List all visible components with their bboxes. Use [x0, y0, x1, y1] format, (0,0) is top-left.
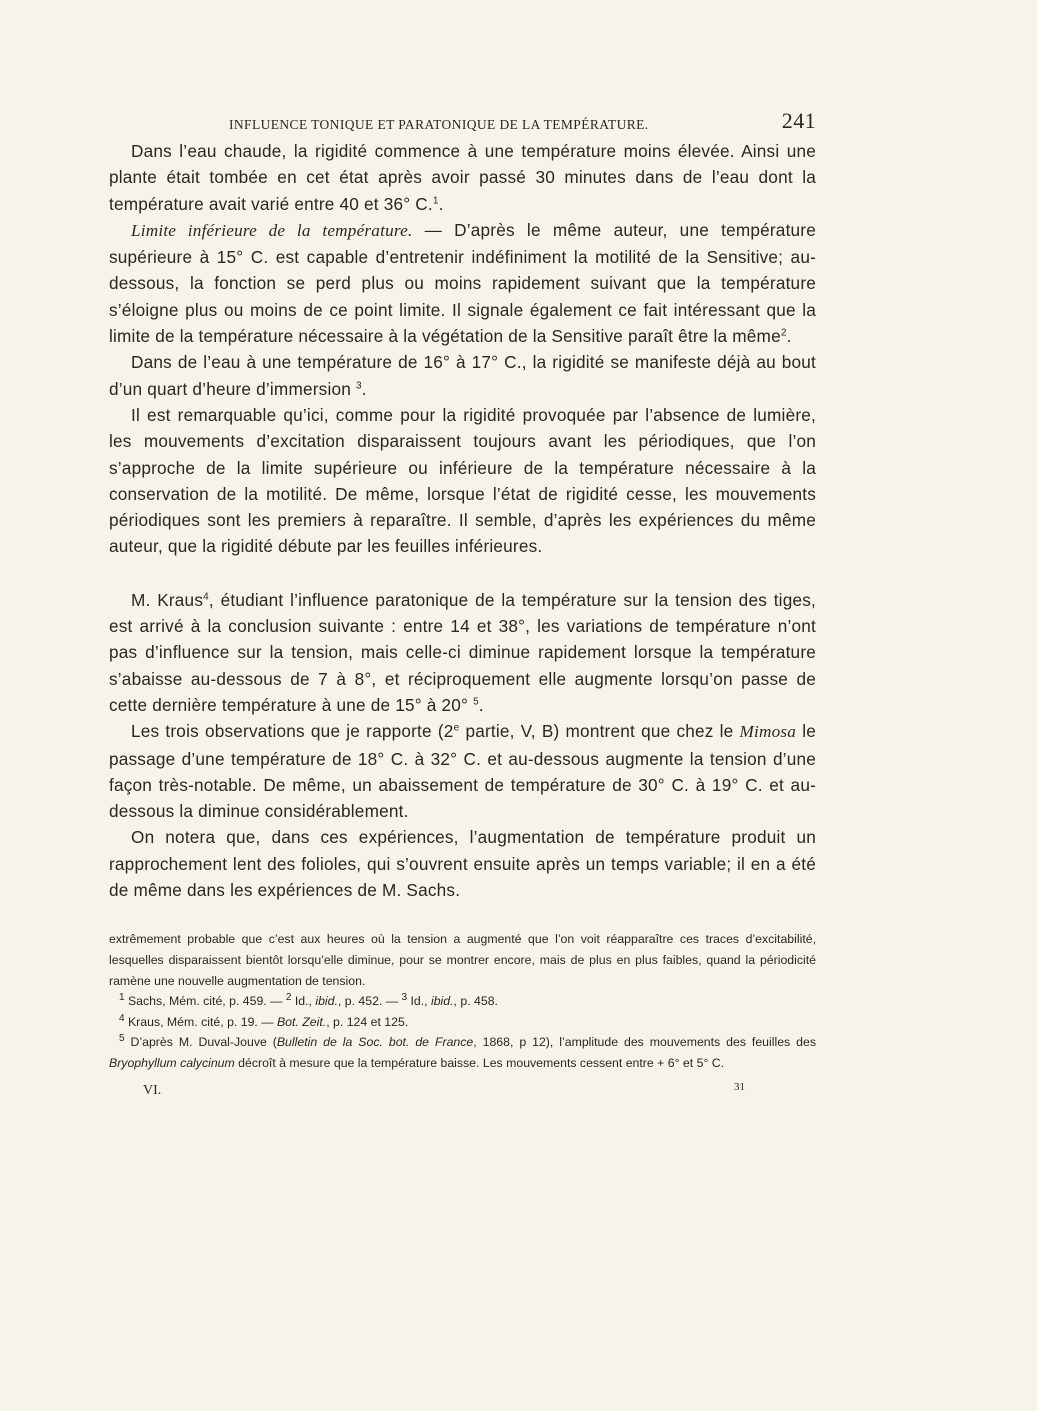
paragraph-2: Limite inférieure de la température. — D’après le même auteur, une température supérieure à 15° C. est capable d’entretenir indéfiniment la motilité de la Sensitive; au-dessous, la fonction se perd plus ou moins rapidement suivant que la température s’éloigne plus ou moins de ce point limite. Il signale également ce fait intéressant que la limite de la température nécessaire à la végétation de la Sensitive paraît être la même$^2$.: [109, 219, 816, 347]
running-title: INFLUENCE TONIQUE ET PARATONIQUE DE LA TEMPÉRATURE.: [229, 117, 649, 132]
footnote-1-3: $^1$ Sachs, Mém. cité, p. 459. — $^2$ Id., ibid., p. 452. — $^3$ Id., ibid., p. 458.: [119, 992, 498, 1009]
paragraph-1: Dans l’eau chaude, la rigidité commence à une température moins élevée. Ainsi une plante était tombée en cet état après avoir passé 30 minutes dans de l’eau dont la température avait varié entre 40 et 36° C.$^1$.: [109, 141, 816, 214]
section-heading: Limite inférieure de la température.: [131, 220, 413, 240]
volume-mark: VI.: [143, 1083, 162, 1099]
page-number: 241: [781, 108, 816, 133]
footnote-5: $^5$ D’après M. Duval-Jouve (Bulletin de la Soc. bot. de France, 1868, p 12), l’amplitude des mouvements des feuilles des Bryophyllum calycinum décroît à mesure que la température baisse. Les mouvements cessent entre + 6° et 5° C.: [109, 1033, 816, 1070]
genus-name: Mimosa: [739, 722, 797, 742]
paragraph-4: Il est remarquable qu’ici, comme pour la rigidité provoquée par l’absence de lumière, les mouvements d’excitation disparaissent toujours avant les périodiques, que l’on s’approche de la limite supérieure ou inférieure de la température nécessaire à la conservation de la motilité. De même, lorsque l’état de rigidité cesse, les mouvements périodiques sont les premiers à reparaître. Il semble, d’après les expériences du même auteur, que la rigidité débute par les feuilles inférieures.: [109, 404, 816, 557]
paragraph-3: Dans de l’eau à une température de 16° à 17° C., la rigidité se manifeste déjà au bout d’un quart d’heure d’immersion $^3$.: [109, 352, 816, 399]
paragraph-7: On notera que, dans ces expériences, l’augmentation de température produit un rapprochement lent des folioles, qui s’ouvrent ensuite après un temps variable; il en a été de même dans les expériences de M. Sachs.: [109, 827, 816, 901]
running-head: [109, 108, 816, 138]
printer-signature: [109, 1077, 816, 1107]
footnote-ref-1: 1: [432, 194, 439, 206]
footnote-ref-2: 2: [780, 327, 787, 339]
footnote-ref-4: 4: [203, 591, 209, 603]
page: [109, 108, 816, 1107]
footnote-4: $^4$ Kraus, Mém. cité, p. 19. — Bot. Zeit., p. 124 et 125.: [119, 1012, 409, 1029]
paragraph-6: Les trois observations que je rapporte (2e partie, V, B) montrent que chez le Mimosa le passage d’une température de 18° C. à 32° C. et au-dessous augmente la tension d’une façon très-notable. De même, un abaissement de température de 30° C. à 19° C. et au-dessous la diminue considérablement.: [109, 721, 816, 822]
footnote-ref-5: 5: [473, 696, 479, 708]
paragraph-gap: [109, 560, 816, 587]
paragraph-5: M. Kraus$^4$, étudiant l’influence paratonique de la température sur la tension des tiges, est arrivé à la conclusion suivante : entre 14 et 38°, les variations de température n’ont pas d’influence sur la tension, mais celle-ci diminue rapidement lorsque la température s’abaisse au-dessous de 7 à 8°, et réciproquement elle augmente lorsqu’on passe de cette dernière température à une de 15° à 20° $^5$.: [109, 589, 816, 715]
body-text: [109, 138, 816, 903]
footnote-continuation: extrêmement probable que c’est aux heures où la tension a augmenté que l’on voit réapparaître ces traces d’excitabilité, lesquelles disparaissent bientôt lorsqu’elle diminue, pour se montrer encore, mais de plus en plus faibles, quand la périodicité ramène une nouvelle augmentation de tension.: [109, 932, 816, 988]
footnote-ref-3: 3: [355, 379, 362, 391]
sheet-number: 31: [734, 1081, 745, 1094]
footnotes: [109, 929, 816, 1073]
